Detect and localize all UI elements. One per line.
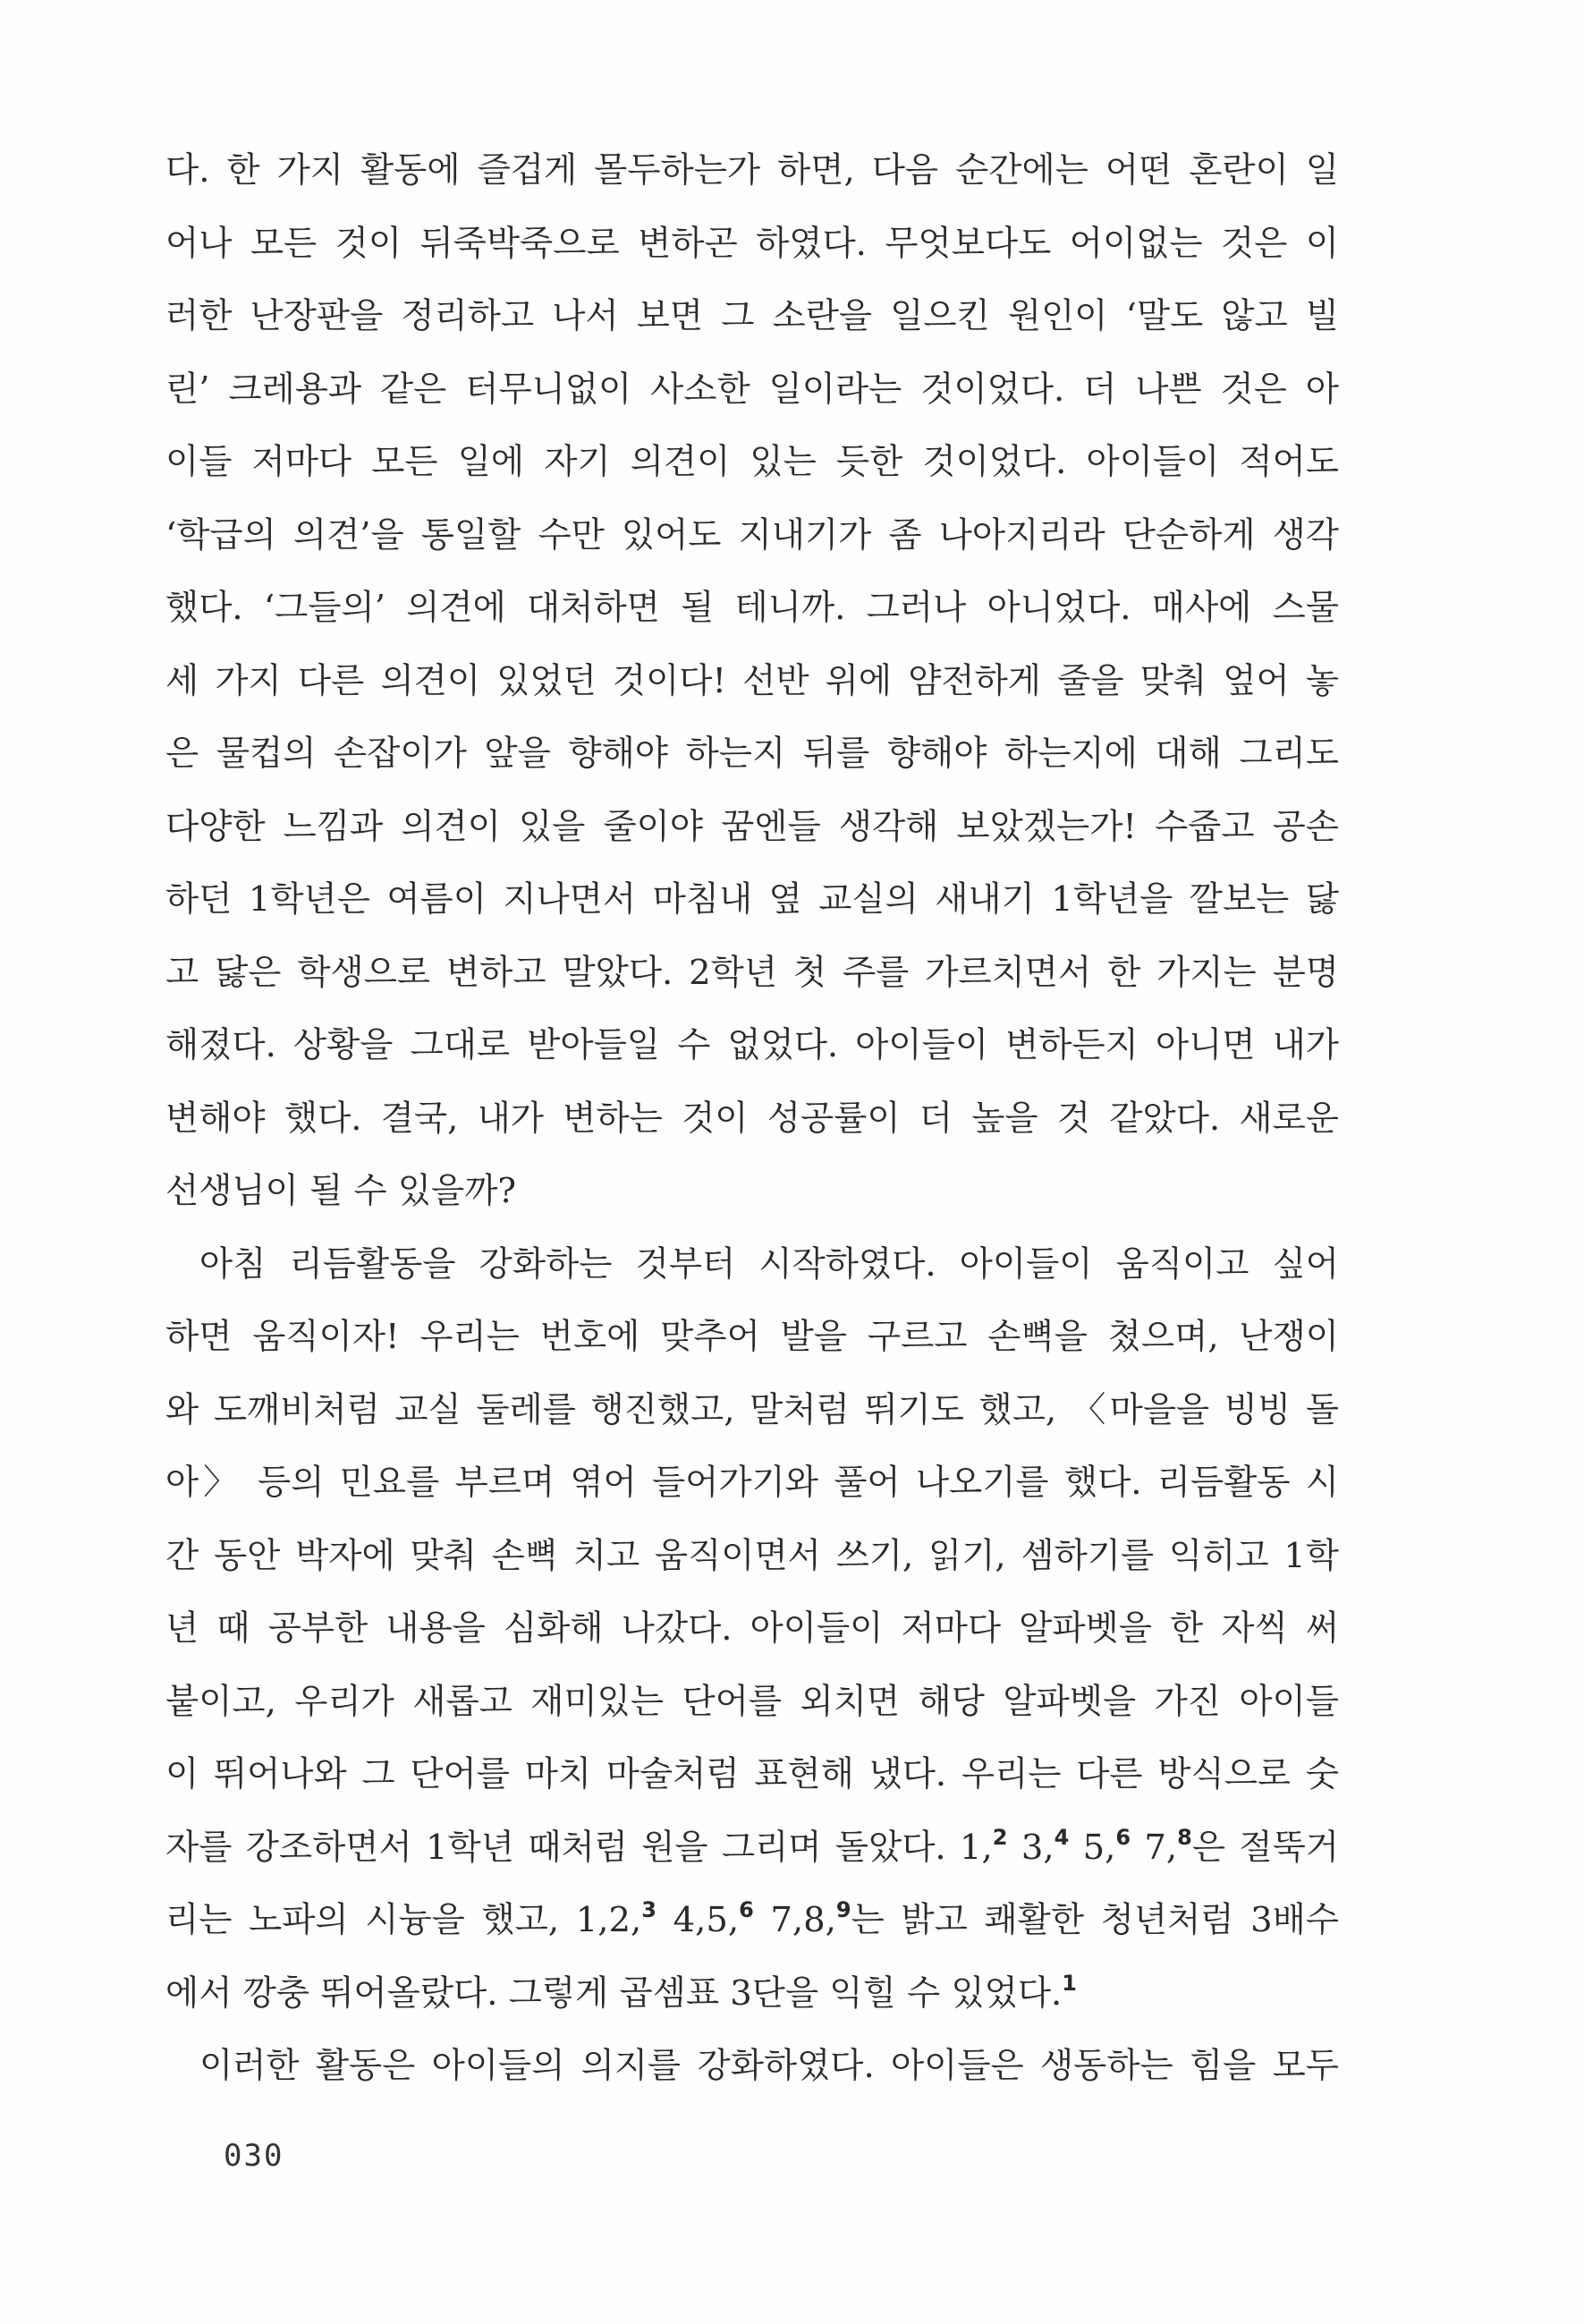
text-line: 붙이고, 우리가 새롭고 재미있는 단어를 외치면 해당 알파벳을 가진 아이들	[165, 1681, 1339, 1722]
text-line: 하면 움직이자! 우리는 번호에 맞추어 발을 구르고 손뼉을 쳤으며, 난쟁이	[165, 1317, 1339, 1357]
text-line: ‘학급의 의견’을 통일할 수만 있어도 지내기가 좀 나아지리라 단순하게 생각	[165, 514, 1339, 556]
body-text	[165, 134, 1339, 2103]
text-line: 어나 모든 것이 뒤죽박죽으로 변하곤 하였다. 무엇보다도 어이없는 것은 이	[165, 223, 1339, 264]
text-segment: 자를 강조하면서 1학년 때처럼 원을 그리며 돌았다.	[165, 1827, 946, 1868]
text-line: 다양한 느낌과 의견이 있을 줄이야 꿈엔들 생각해 보았겠는가! 수줍고 공손	[165, 806, 1339, 847]
text-segment: 은 절뚝거	[1191, 1827, 1339, 1868]
text-line: 이러한 활동은 아이들의 의지를 강화하였다. 아이들은 생동하는 힘을 모두	[199, 2046, 1339, 2086]
text-line: 은 물컵의 손잡이가 앞을 향해야 하는지 뒤를 향해야 하는지에 대해 그리도	[165, 734, 1339, 774]
text-line: 했다. ‘그들의’ 의견에 대처하면 될 테니까. 그러나 아니었다. 매사에 스물	[165, 588, 1339, 628]
text-segment: 에서 깡충 뛰어올랐다. 그렇게 곱셈표 3단을 익힐 수 있었다.	[165, 1972, 1063, 2014]
page-number: 030	[224, 2138, 284, 2174]
text-line: 해졌다. 상황을 그대로 받아들일 수 없었다. 아이들이 변하든지 아니면 내가	[165, 1025, 1339, 1065]
text-line: 년 때 공부한 내용을 심화해 나갔다. 아이들이 저마다 알파벳을 한 자씩 써	[165, 1608, 1339, 1649]
text-segment: 리는 노파의 시늉을 했고,	[165, 1900, 560, 1940]
text-line: 선생님이 될 수 있을까?	[165, 1171, 517, 1211]
text-line: 이들 저마다 모든 일에 자기 의견이 있는 듯한 것이었다. 아이들이 적어도	[165, 442, 1339, 482]
text-line: 간 동안 박자에 맞춰 손뼉 치고 움직이면서 쓰기, 읽기, 셈하기를 익히고 1학	[165, 1535, 1339, 1576]
text-line: 고 닳은 학생으로 변하고 말았다. 2학년 첫 주를 가르치면서 한 가지는 분명	[165, 952, 1339, 993]
text-line: 러한 난장판을 정리하고 나서 보면 그 소란을 일으킨 원인이 ‘말도 않고 빌	[165, 296, 1339, 336]
text-line	[165, 1957, 1339, 2031]
counting-pattern: 1,$^2$ 3,$^4$ 5,$^6$ 7,$^8$	[960, 1824, 1192, 1868]
text-line: 다. 한 가지 활동에 즐겁게 몰두하는가 하면, 다음 순간에는 어떤 혼란이 일	[165, 150, 1339, 191]
text-line	[165, 1884, 1339, 1957]
text-line: 세 가지 다른 의견이 있었던 것이다! 선반 위에 얌전하게 줄을 맞춰 엎어 놓	[165, 660, 1339, 701]
footnote-marker[interactable]: 1	[1062, 1970, 1077, 1996]
text-line: 와 도깨비처럼 교실 둘레를 행진했고, 말처럼 뛰기도 했고, 〈마을을 빙빙 돌	[165, 1389, 1339, 1430]
text-line: 린’ 크레용과 같은 터무니없이 사소한 일이라는 것이었다. 더 나쁜 것은 아	[165, 369, 1339, 410]
text-line	[165, 1811, 1339, 1885]
text-line: 아〉 등의 민요를 부르며 엮어 들어가기와 풀어 나오기를 했다. 리듬활동 시	[165, 1463, 1339, 1503]
text-line: 이 뛰어나와 그 단어를 마치 마술처럼 표현해 냈다. 우리는 다른 방식으로 숫	[165, 1754, 1339, 1794]
counting-pattern: 1,2,$^3$ 4,5,$^6$ 7,8,$^9$	[575, 1897, 851, 1940]
text-line: 변해야 했다. 결국, 내가 변하는 것이 성공률이 더 높을 것 같았다. 새로운	[165, 1098, 1339, 1139]
text-segment: 는 밝고 쾌활한 청년처럼 3배수	[851, 1900, 1339, 1940]
text-line: 아침 리듬활동을 강화하는 것부터 시작하였다. 아이들이 움직이고 싶어	[199, 1243, 1339, 1285]
text-line: 하던 1학년은 여름이 지나면서 마침내 옆 교실의 새내기 1학년을 깔보는 닳	[165, 879, 1339, 920]
